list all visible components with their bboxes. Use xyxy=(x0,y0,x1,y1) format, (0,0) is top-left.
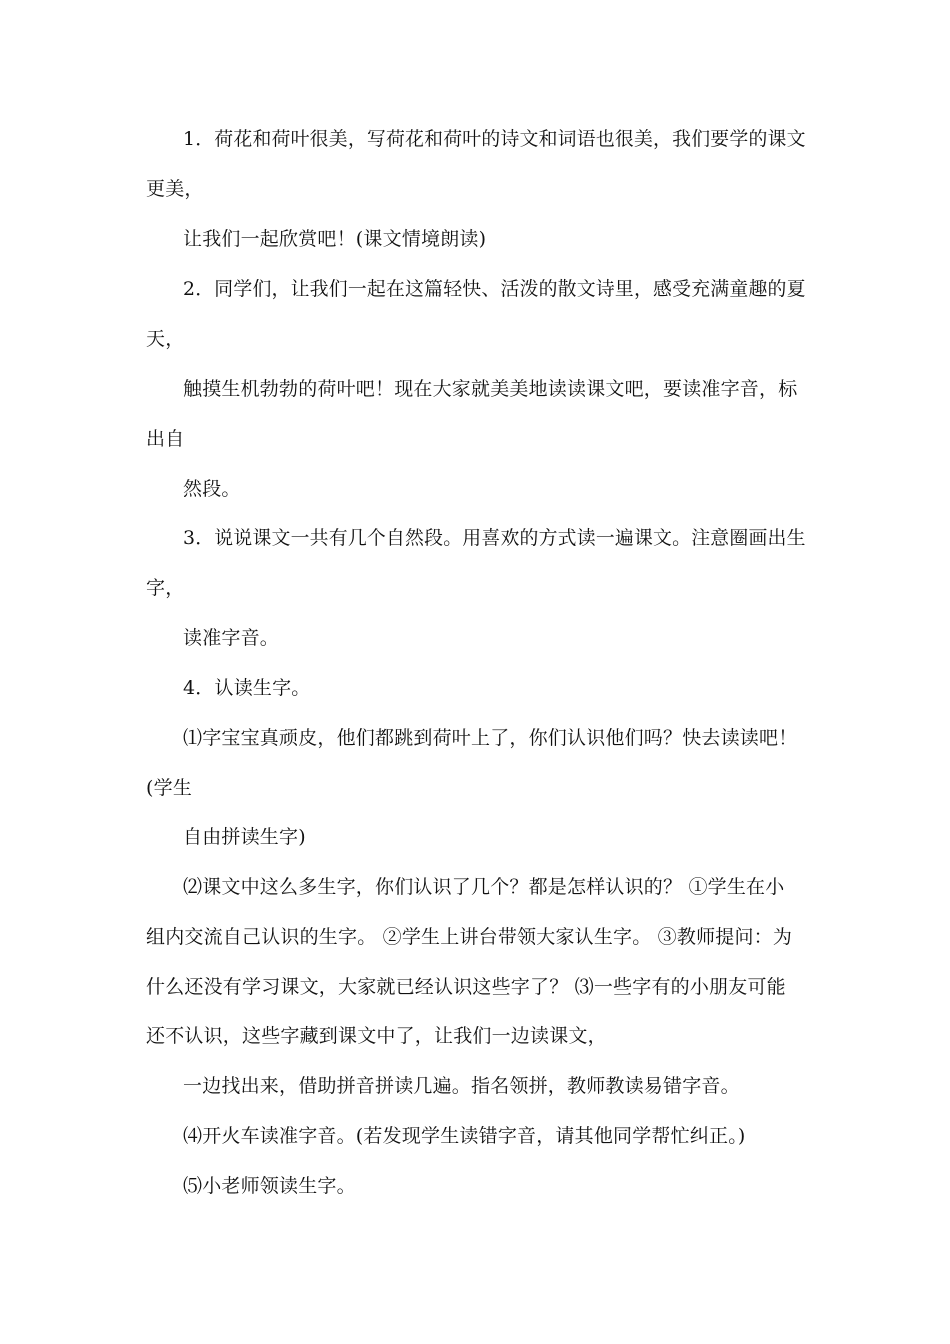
text-line: 4．认读生字。 xyxy=(183,677,311,699)
text-line: 字， xyxy=(146,577,185,599)
text-line: 读准字音。 xyxy=(183,627,280,649)
text-line: 天， xyxy=(146,328,185,350)
text-line: 3．说说课文一共有几个自然段。用喜欢的方式读一遍课文。注意圈画出生 xyxy=(183,527,806,549)
text-line: ⑴字宝宝真顽皮，他们都跳到荷叶上了，你们认识他们吗？快去读读吧！ xyxy=(183,727,798,749)
text-line: 1．荷花和荷叶很美，写荷花和荷叶的诗文和词语也很美，我们要学的课文 xyxy=(183,128,806,150)
text-line: 还不认识，这些字藏到课文中了，让我们一边读课文， xyxy=(146,1025,607,1047)
text-line: 一边找出来，借助拼音拼读几遍。指名领拼，教师教读易错字音。 xyxy=(183,1075,740,1097)
text-line: 自由拼读生字) xyxy=(183,826,306,848)
text-line: 什么还没有学习课文，大家就已经认识这些字了？ ⑶一些字有的小朋友可能 xyxy=(146,976,786,998)
text-line: 组内交流自己认识的生字。 ②学生上讲台带领大家认生字。 ③教师提问：为 xyxy=(146,926,793,948)
text-line: ⑸小老师领读生字。 xyxy=(183,1175,356,1197)
text-line: 2．同学们，让我们一起在这篇轻快、活泼的散文诗里，感受充满童趣的夏 xyxy=(183,278,806,300)
text-line: 触摸生机勃勃的荷叶吧！现在大家就美美地读读课文吧，要读准字音，标 xyxy=(183,378,798,400)
text-line: 出自 xyxy=(146,428,185,450)
text-line: (学生 xyxy=(146,777,193,799)
text-line: ⑵课文中这么多生字，你们认识了几个？都是怎样认识的？ ①学生在小 xyxy=(183,876,785,898)
text-line: 然段。 xyxy=(183,478,241,500)
text-line: 更美， xyxy=(146,178,204,200)
text-line: 让我们一起欣赏吧！(课文情境朗读) xyxy=(183,228,487,250)
text-line: ⑷开火车读准字音。(若发现学生读错字音，请其他同学帮忙纠正。) xyxy=(183,1125,746,1147)
